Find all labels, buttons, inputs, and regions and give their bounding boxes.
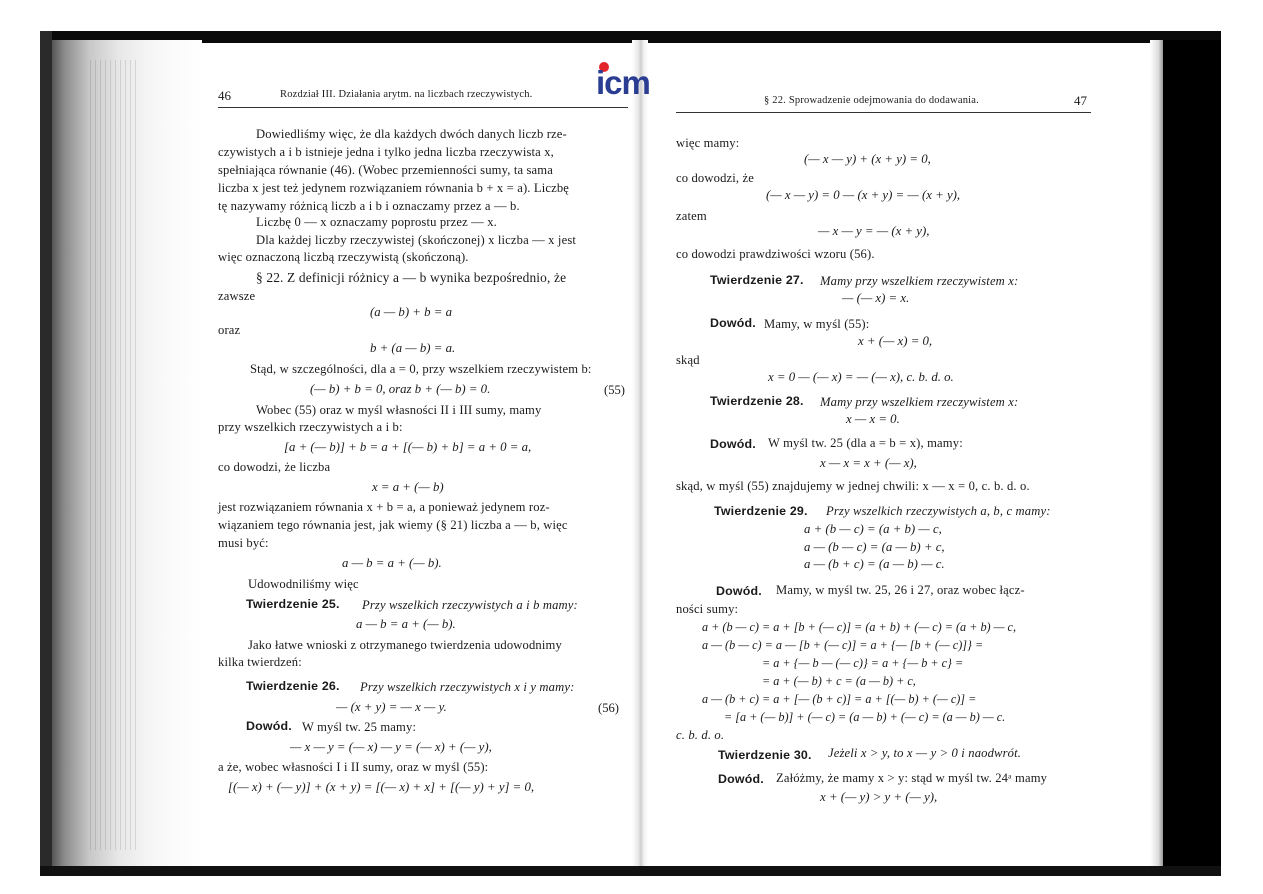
text-line: Dla każdej liczby rzeczywistej (skończonej) x liczba — x jest (256, 233, 577, 247)
formula: a — b = a + (— b). (342, 556, 442, 570)
text-line: więc oznaczoną liczbą rzeczywistą (skończoną). (218, 250, 469, 264)
formula: (— x — y) = 0 — (x + y) = — (x + y), (766, 188, 961, 202)
text-line: kilka twierdzeń: (218, 655, 302, 669)
text-line: jest rozwiązaniem równania x + b = a, a ponieważ jedynem roz- (218, 500, 550, 514)
formula: x — x = x + (— x), (820, 456, 917, 470)
scan-border-bottom (40, 866, 1221, 876)
left-page (218, 85, 628, 794)
text-line: zawsze (218, 289, 256, 303)
scan-border-top (40, 31, 1221, 43)
book-page-edges-texture (90, 60, 140, 850)
formula: a — (b + c) = a + [— (b + c)] = a + [(— b) + (— c)] = (702, 692, 977, 706)
text-line: Mamy, w myśl tw. 25, 26 i 27, oraz wobec łącz- (776, 583, 1025, 597)
text-line: Stąd, w szczególności, dla a = 0, przy wszelkiem rzeczywistem b: (250, 362, 592, 376)
text-line: musi być: (218, 536, 269, 550)
formula: a — (b + c) = (a — b) — c. (804, 557, 945, 571)
text-line: ności sumy: (676, 602, 739, 616)
right-running-head: § 22. Sprowadzenie odejmowania do dodawania. (764, 95, 979, 106)
text-line: czywistych a i b istnieje jedna i tylko jedna liczba rzeczywista x, (218, 145, 554, 159)
formula: x = 0 — (— x) = — (— x), c. b. d. o. (768, 370, 954, 384)
theorem-28-statement: Mamy przy wszelkiem rzeczywistem x: (820, 395, 1019, 409)
text-line: Mamy, w myśl (55): (764, 317, 870, 331)
text-line: Dowiedliśmy więc, że dla każdych dwóch danych liczb rze- (256, 127, 567, 141)
formula: [a + (— b)] + b = a + [(— b) + b] = a + 0 = a, (284, 440, 532, 454)
page-right-shadow (1150, 40, 1164, 866)
text-line: co dowodzi prawdziwości wzoru (56). (676, 247, 875, 261)
formula: (a — b) + b = a (370, 305, 452, 319)
proof-label: Dowód. (710, 437, 756, 451)
formula: — x — y = — (x + y), (818, 224, 930, 238)
formula: b + (a — b) = a. (370, 341, 456, 355)
qed-mark: c. b. d. o. (676, 728, 725, 742)
book-gutter (632, 40, 648, 870)
text-line: W myśl tw. 25 (dla a = b = x), mamy: (768, 436, 963, 450)
proof-label: Dowód. (710, 316, 756, 330)
text-line: Liczbę 0 — x oznaczamy poprostu przez — x. (256, 215, 497, 229)
theorem-27-statement: Mamy przy wszelkiem rzeczywistem x: (820, 274, 1019, 288)
proof-label: Dowód. (246, 719, 292, 733)
text-line: wiązaniem tego równania jest, jak wiemy (§ 21) liczba a — b, więc (218, 518, 568, 532)
formula: (— x — y) + (x + y) = 0, (804, 152, 931, 166)
text-line: Udowodniliśmy więc (248, 577, 359, 591)
logo-text: icm (596, 64, 650, 101)
formula: — (x + y) = — x — y. (336, 700, 447, 714)
text-line: W myśl tw. 25 mamy: (302, 720, 417, 734)
text-line: oraz (218, 323, 241, 337)
formula: a — (b — c) = (a — b) + c, (804, 540, 945, 554)
theorem-29-statement: Przy wszelkich rzeczywistych a, b, c mamy: (826, 504, 1051, 518)
equation-number: (56) (598, 701, 619, 715)
left-page-number: 46 (218, 88, 231, 103)
scan-border-right (1163, 40, 1221, 876)
text-line: więc mamy: (676, 136, 740, 150)
formula: x + (— y) > y + (— y), (820, 790, 938, 804)
formula: = [a + (— b)] + (— c) = (a — b) + (— c) = (a — b) — c. (724, 710, 1006, 724)
text-line: co dowodzi, że (676, 171, 754, 185)
scan-border-left (40, 31, 52, 876)
theorem-26-label: Twierdzenie 26. (246, 679, 340, 693)
theorem-26-statement: Przy wszelkich rzeczywistych x i y mamy: (360, 680, 575, 694)
formula: x = a + (— b) (372, 480, 444, 494)
theorem-27-label: Twierdzenie 27. (710, 273, 804, 287)
formula: a — (b — c) = a — [b + (— c)] = a + {— [b + (— c)]} = (702, 638, 984, 652)
formula: — x — y = (— x) — y = (— x) + (— y), (290, 740, 492, 754)
text-line: tę nazywamy różnicą liczb a i b i oznaczamy przez a — b. (218, 199, 520, 213)
left-running-head: Rozdział III. Działania arytm. na liczbach rzeczywistych. (280, 89, 533, 100)
equation-number: (55) (604, 383, 625, 397)
formula: = a + (— b) + c = (a — b) + c, (762, 674, 916, 688)
text-line: skąd (676, 353, 700, 367)
formula: = a + {— b — (— c)} = a + {— b + c} = (762, 656, 964, 670)
text-line: co dowodzi, że liczba (218, 460, 331, 474)
text-line: zatem (676, 209, 707, 223)
formula: [(— x) + (— y)] + (x + y) = [(— x) + x] + [(— y) + y] = 0, (228, 780, 535, 794)
right-page-number: 47 (1074, 93, 1087, 108)
text-line: skąd, w myśl (55) znajdujemy w jednej chwili: x — x = 0, c. b. d. o. (676, 479, 1030, 493)
text-line: Wobec (55) oraz w myśl własności II i III sumy, mamy (256, 403, 542, 417)
theorem-25-statement: Przy wszelkich rzeczywistych a i b mamy: (362, 598, 578, 612)
theorem-28-label: Twierdzenie 28. (710, 394, 804, 408)
proof-label: Dowód. (718, 772, 764, 786)
text-line: Załóżmy, że mamy x > y: stąd w myśl tw. 24ᵃ mamy (776, 771, 1048, 785)
section-22-line: § 22. Z definicji różnicy a — b wynika bezpośrednio, że (256, 270, 567, 285)
text-line: spełniająca równanie (46). (Wobec przemienności sumy, ta sama (218, 163, 553, 177)
theorem-25-label: Twierdzenie 25. (246, 597, 340, 611)
formula: a — b = a + (— b). (356, 617, 456, 631)
right-page-header (676, 90, 1091, 113)
text-line: a że, wobec własności I i II sumy, oraz w myśl (55): (218, 760, 489, 774)
text-line: przy wszelkich rzeczywistych a i b: (218, 420, 403, 434)
theorem-30-label: Twierdzenie 30. (718, 748, 812, 762)
formula: x + (— x) = 0, (858, 334, 933, 348)
theorem-30-statement: Jeżeli x > y, to x — y > 0 i naodwrót. (828, 746, 1022, 760)
formula: x — x = 0. (846, 412, 900, 426)
text-line: liczba x jest też jedynem rozwiązaniem równania b + x = a). Liczbę (218, 181, 570, 195)
theorem-29-label: Twierdzenie 29. (714, 504, 808, 518)
formula: a + (b — c) = (a + b) — c, (804, 522, 942, 536)
formula: a + (b — c) = a + [b + (— c)] = (a + b) + (— c) = (a + b) — c, (702, 620, 1016, 634)
left-page-header (218, 85, 628, 108)
text-line: Jako łatwe wnioski z otrzymanego twierdzenia udowodnimy (248, 638, 562, 652)
right-page (676, 90, 1091, 804)
formula: — (— x) = x. (842, 291, 910, 305)
formula: (— b) + b = 0, oraz b + (— b) = 0. (310, 382, 491, 396)
proof-label: Dowód. (716, 584, 762, 598)
